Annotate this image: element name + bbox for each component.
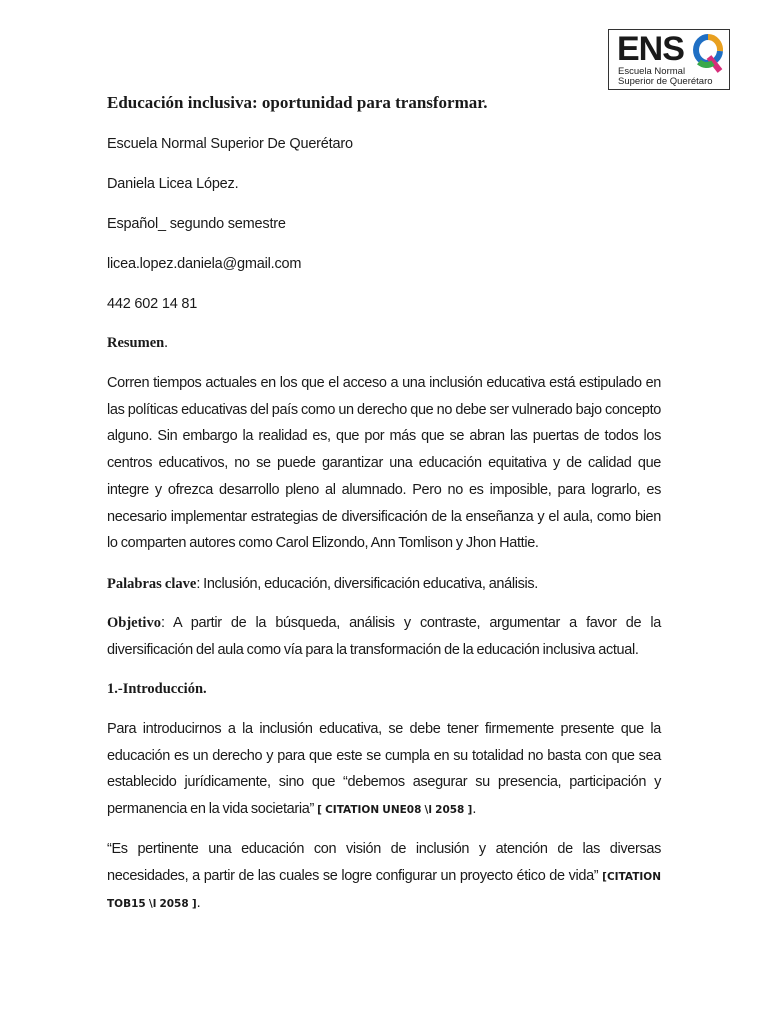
intro-heading: 1.-Introducción. xyxy=(107,681,207,697)
institution: Escuela Normal Superior De Querétaro xyxy=(107,136,353,152)
logo-line2: Superior de Querétaro xyxy=(618,76,713,87)
email: licea.lopez.daniela@gmail.com xyxy=(107,256,302,272)
phone: 442 602 14 81 xyxy=(107,296,198,312)
intro-p1-citation: [ CITATION UNE08 \l 2058 ] xyxy=(317,804,473,817)
intro-paragraph-1 xyxy=(107,716,661,824)
keywords-paragraph xyxy=(107,571,661,598)
document-title: Educación inclusiva: oportunidad para transformar. xyxy=(107,93,488,112)
objective-text: : A partir de la búsqueda, análisis y contraste, argumentar a favor de la diversificación del aula como vía para la transformación de la educación inclusiva actual. xyxy=(107,615,661,658)
intro-p1-end: . xyxy=(472,801,476,818)
course: Español_ segundo semestre xyxy=(107,216,286,232)
resumen-paragraph: Corren tiempos actuales en los que el acceso a una inclusión educativa está estipulado en las políticas educativas del país como un derecho que no debe ser vulnerado bajo concepto alguno. Sin embargo la realidad es, que por más que se abran las puertas de todos los centros educativos, no se puede garantizar una educación equitativa y de calidad que integre y ofrezca desarrollo pleno al alumnado. Pero no es imposible, para lograrlo, es necesario implementar estrategias de diversificación de la enseñanza y el aula, como bien lo comparten autores como Carol Elizondo, Ann Tomlison y Jhon Hattie. xyxy=(107,375,661,552)
resumen-label: Resumen xyxy=(107,335,165,351)
intro-paragraph-2 xyxy=(107,836,661,918)
intro-p2-end: . xyxy=(196,895,201,912)
keywords-label: Palabras clave xyxy=(107,576,197,592)
intro-p2-citation: [CITATION TOB15 \l 2058 ] xyxy=(107,870,661,911)
objective-paragraph xyxy=(107,610,661,663)
objective-label: Objetivo xyxy=(107,615,161,631)
intro-p1-text: Para introducirnos a la inclusión educativa, se debe tener firmemente presente que la educación es un derecho y para que este se cumpla en su totalidad no basta con que sea establecido jurídicamente, sino que “debemos asegurar su presencia, participación y permanencia en la vida societaria” xyxy=(107,721,661,818)
logo-line1: Escuela Normal xyxy=(618,66,686,77)
ensq-logo xyxy=(608,29,730,90)
logo-letters: ENS xyxy=(617,30,684,68)
intro-p2-text: “Es pertinente una educación con visión de inclusión y atención de las diversas necesidades, a partir de las cuales se logre configurar un proyecto ético de vida” xyxy=(107,841,661,884)
author: Daniela Licea López. xyxy=(107,176,239,192)
keywords-text: : Inclusión, educación, diversificación educativa, análisis. xyxy=(196,576,538,592)
resumen-period: . xyxy=(164,335,168,351)
logo-subtitle xyxy=(618,67,713,87)
resumen-heading xyxy=(107,335,168,352)
